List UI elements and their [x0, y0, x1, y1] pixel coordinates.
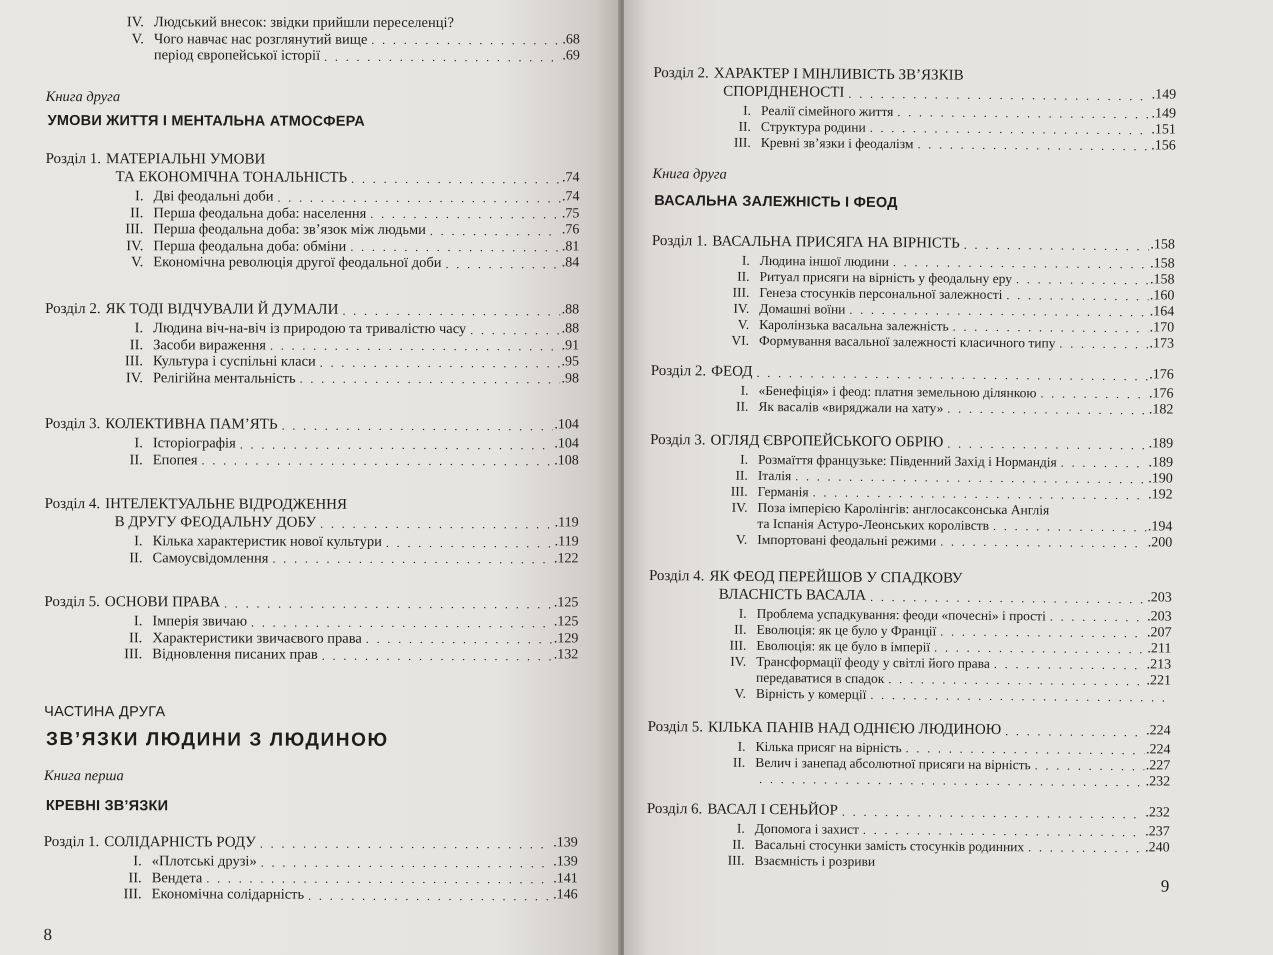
section-title: Вірність у комерції: [755, 685, 867, 702]
chapter-number: Розділ 4.: [44, 495, 101, 513]
section-title: Еволюція: як це було в імперії: [756, 637, 931, 655]
chapter-title: ФЕОД: [711, 363, 753, 380]
chapter-title: МАТЕРІАЛЬНІ УМОВИ: [105, 151, 266, 168]
toc-section: III. Перша феодальна доба: зв’язок між людьми . . . .76: [45, 221, 579, 239]
toc-chapter: [650, 362, 1173, 419]
chapter-title: ОСНОВИ ПРАВА: [104, 594, 221, 611]
section-title: Проблема успадкування: феоди «почесні» і прості: [756, 605, 1046, 624]
section-list: [647, 738, 1170, 791]
toc-section: II. Характеристики звичаєвого права . . . .129: [44, 629, 578, 647]
chapter-title-cont: СПОРІДНЕНОСТІ: [723, 83, 845, 101]
section-title: Велич і занепад абсолютної присяги на вірність: [755, 754, 1031, 773]
toc-section: IV. Поза імперією Каролінгів: англосаксонська Англія: [731, 499, 1050, 518]
toc-section: V. Каролінзька васальна залежність . . . .170: [651, 316, 1174, 337]
toc-section: II. Засоби вираження . . . .91: [45, 336, 579, 354]
section-title: «Бенефіція» і феод: платня земельною ділянкою: [758, 382, 1037, 401]
section-list: [44, 853, 578, 904]
section-list: [650, 382, 1173, 419]
toc-chapter: [45, 415, 579, 469]
page-ref: .158: [1150, 237, 1175, 253]
toc-section-cont: [46, 47, 580, 65]
toc-section: II. Як васалів «виряджали на хату» . . . .182: [650, 398, 1173, 419]
left-page-content: [43, 0, 579, 955]
toc-section: II. Структура родини . . . .151: [653, 118, 1176, 139]
section-title: «Плотські друзі»: [151, 853, 257, 870]
page-ref: .108: [554, 452, 579, 468]
page-ref: .119: [554, 515, 579, 531]
chapter-number: Розділ 3.: [44, 415, 101, 433]
page-ref: .189: [1148, 455, 1174, 471]
page-ref: .75: [561, 205, 580, 221]
toc-chapter: [44, 833, 578, 904]
toc-section: III. Германія . . . .192: [650, 483, 1173, 504]
chapter-title-cont: В ДРУГУ ФЕОДАЛЬНУ ДОБУ: [114, 514, 317, 531]
page-ref: .84: [561, 255, 580, 271]
left-top-sections: [46, 14, 580, 65]
section-list: [44, 613, 578, 664]
section-title: Імперія звичаю: [152, 613, 248, 630]
chapter-number: Розділ 5.: [44, 593, 100, 611]
page-ref: .160: [1149, 288, 1175, 304]
toc-chapter: [646, 800, 1170, 873]
section-title: Економічна революція другої феодальної доби: [153, 254, 442, 272]
section-list: [648, 605, 1172, 706]
toc-section: II. Самоусвідомлення . . . .122: [45, 549, 579, 567]
page-ref: .81: [561, 238, 580, 254]
page-ref: .192: [1148, 487, 1173, 503]
page-ref: .211: [1147, 641, 1172, 657]
toc-chapter: [651, 232, 1175, 353]
book-label: Книга друга: [652, 165, 727, 183]
page-ref: .237: [1145, 824, 1170, 840]
chapter-title: ХАРАКТЕР І МІНЛИВІСТЬ ЗВ’ЯЗКІВ: [713, 65, 964, 84]
toc-section: III. Генеза стосунків персональної залежності . . . .160: [651, 284, 1174, 305]
page-ref: .213: [1146, 657, 1172, 673]
section-title: Людина віч-на-віч із природою та тривалістю часу: [153, 320, 467, 338]
section-title: Кревні зв’язки і феодалізм: [760, 134, 914, 152]
chapter-title: ОГЛЯД ЄВРОПЕЙСЬКОГО ОБРІЮ: [710, 432, 944, 451]
page-ref: .74: [561, 189, 580, 205]
section-title: Італія: [757, 467, 792, 484]
section-title: Як васалів «виряджали на хату»: [758, 398, 944, 416]
page-ref: .125: [553, 595, 579, 611]
section-title: Трансформації феоду у світлі його права: [756, 653, 990, 671]
chapter-title: ЯК ФЕОД ПЕРЕЙШОВ У СПАДКОВУ: [709, 568, 963, 587]
toc-section: III. Відновлення писаних прав . . . .132: [44, 646, 578, 664]
toc-section: I. «Плотські друзі» . . . .139: [44, 853, 578, 871]
page-ref: .132: [553, 647, 579, 663]
section-list: [45, 320, 579, 387]
section-title: Еволюція: як це було у Франції: [756, 621, 937, 639]
section-title-cont: передаватися в спадок: [756, 669, 885, 687]
page-ref: .200: [1147, 535, 1173, 551]
left-page: [0, 0, 620, 955]
part-label: ЧАСТИНА ДРУГА: [44, 703, 166, 721]
toc-section: I. «Бенефіція» і феод: платня земельною ділянкою . . . .176: [651, 382, 1174, 403]
section-title: Людський внесок: звідки прийшли переселенці?: [153, 14, 454, 32]
toc-chapter: [653, 64, 1177, 155]
page-ref: .104: [554, 417, 579, 433]
section-title: Формування васальної залежності класичного типу: [758, 332, 1056, 351]
section-title: Імпортовані феодальні режими: [757, 531, 937, 549]
toc-section: II. Еволюція: як це було у Франції . . . .207: [648, 621, 1171, 642]
page-ref: .189: [1148, 436, 1174, 452]
page-ref: .227: [1145, 758, 1171, 774]
section-title: Германія: [757, 483, 809, 500]
section-title: Генеза стосунків персональної залежності: [759, 284, 1003, 303]
page-ref: .190: [1148, 471, 1173, 487]
toc-section: VI. Формування васальної залежності класичного типу . . . .173: [651, 332, 1174, 353]
page-ref: .129: [553, 630, 579, 646]
page-ref: .232: [1145, 805, 1170, 821]
chapter-number: Розділ 1.: [45, 150, 102, 168]
toc-chapter: [45, 495, 579, 567]
toc-section: V. Чого навчає нас розглянутий вище . . . .68: [46, 30, 580, 48]
page-ref: .141: [553, 870, 578, 886]
section-title: Засоби вираження: [153, 336, 267, 354]
toc-section: I. Реалії сімейного життя . . . .149: [653, 102, 1176, 123]
chapter-number: Розділ 2.: [650, 362, 707, 380]
page-ref: .98: [561, 370, 580, 386]
page-ref: .149: [1151, 106, 1177, 122]
page-ref: .68: [562, 31, 580, 47]
toc-section: IV. Домашні воїни . . . .164: [651, 300, 1174, 321]
chapter-title: КОЛЕКТИВНА ПАМ’ЯТЬ: [105, 416, 278, 433]
page-ref: .139: [553, 854, 578, 870]
section-title: Епопея: [152, 451, 198, 468]
page-number: 9: [1160, 876, 1170, 896]
section-title: Кілька характеристик нової культури: [152, 533, 382, 550]
section-title: Розмаїття французьке: Південний Захід і Нормандія: [757, 451, 1057, 470]
section-title: Людина іншої людини: [759, 252, 889, 270]
toc-section: [647, 770, 1170, 791]
toc-section: II. Вендета . . . .141: [44, 869, 578, 887]
chapter-title: СОЛІДАРНІСТЬ РОДУ: [104, 834, 256, 851]
page-ref: .119: [554, 534, 579, 550]
chapter-number: Розділ 4.: [648, 567, 705, 585]
page-ref: .69: [562, 48, 580, 64]
section-title: Перша феодальна доба: зв’язок між людьми: [153, 221, 426, 238]
toc-chapter: [647, 718, 1171, 791]
toc-section: III. Взаємність і розриви: [727, 852, 876, 869]
section-list: [45, 435, 579, 469]
section-title: Релігійна ментальність: [152, 369, 296, 387]
toc-section: II. Велич і занепад абсолютної присяги на вірність . . . .227: [647, 754, 1170, 775]
toc-section: II. Ритуал присяги на вірність у феодальну еру . . . .158: [652, 268, 1175, 289]
toc-section: I. Допомога і захист . . . .237: [647, 820, 1170, 841]
page-ref: .164: [1149, 304, 1175, 320]
toc-chapter: [45, 150, 579, 272]
section-title: Самоусвідомлення: [152, 549, 269, 567]
page-ref: .88: [561, 302, 580, 318]
page-ref: .76: [561, 222, 580, 238]
section-title: Економічна солідарність: [151, 886, 305, 903]
page-ref: .240: [1145, 840, 1170, 856]
page-ref: .203: [1147, 590, 1172, 606]
section-list: [45, 533, 579, 567]
page-ref: .91: [561, 337, 580, 353]
toc-section: I. Дві феодальні доби . . . .74: [45, 188, 579, 206]
page-ref: .176: [1149, 386, 1174, 402]
toc-chapter: [648, 567, 1172, 706]
book-title: ВАСАЛЬНА ЗАЛЕЖНІСТЬ І ФЕОД: [654, 193, 898, 212]
toc-section: IV. Релігійна ментальність . . . .98: [45, 369, 579, 387]
section-title: Допомога і захист: [754, 820, 860, 837]
section-list: [45, 188, 579, 272]
part-title: ЗВ’ЯЗКИ ЛЮДИНИ З ЛЮДИНОЮ: [46, 729, 389, 751]
page-ref: .194: [1147, 519, 1173, 535]
book-label: Книга друга: [45, 88, 121, 106]
page-ref: .203: [1147, 609, 1172, 625]
section-title: Характеристики звичаєвого права: [152, 629, 362, 647]
page-ref: .151: [1151, 122, 1176, 138]
toc-section: I. Імперія звичаю . . . .125: [44, 613, 578, 631]
page-ref: .146: [553, 887, 578, 903]
section-list: [651, 252, 1175, 353]
page-ref: .221: [1146, 673, 1172, 689]
page-ref: .170: [1149, 320, 1175, 336]
book-title: КРЕВНІ ЗВ’ЯЗКИ: [45, 798, 169, 815]
book-label: Книга перша: [43, 767, 124, 785]
toc-section: IV. Перша феодальна доба: обміни . . . .81: [45, 237, 579, 255]
section-title: Каролінзька васальна залежність: [759, 316, 949, 334]
page-ref: .224: [1145, 742, 1171, 758]
toc-section: I. Кілька присяг на вірність . . . .224: [647, 738, 1170, 759]
chapter-number: Розділ 2.: [653, 64, 709, 82]
chapter-title: ВАСАЛЬНА ПРИСЯГА НА ВІРНІСТЬ: [712, 233, 960, 252]
chapter-number: Розділ 6.: [646, 800, 703, 818]
section-title: Кілька присяг на вірність: [755, 738, 902, 756]
toc-section: II. Васальні стосунки замість стосунків родинних . . . .240: [647, 836, 1170, 857]
toc-section: I. Кілька характеристик нової культури . . . .119: [45, 533, 579, 551]
chapter-title: ІНТЕЛЕКТУАЛЬНЕ ВІДРОДЖЕННЯ: [105, 496, 348, 513]
book-title: УМОВИ ЖИТТЯ І МЕНТАЛЬНА АТМОСФЕРА: [47, 113, 365, 130]
page-ref: .74: [562, 170, 580, 186]
toc-section: I. Розмаїття французьке: Південний Захід і Нормандія . . . .189: [650, 451, 1173, 472]
toc-section: III. Культура і суспільні класи . . . .95: [45, 353, 579, 371]
chapter-title: ЯК ТОДІ ВІДЧУВАЛИ Й ДУМАЛИ: [105, 301, 339, 318]
toc-section: III. Кревні зв’язки і феодалізм . . . .156: [653, 134, 1176, 155]
toc-section: I. Проблема успадкування: феоди «почесні» і прості . . . .203: [649, 605, 1172, 626]
section-title-cont: період європейської історії: [153, 47, 321, 64]
page-ref: .232: [1145, 774, 1171, 790]
section-title: Чого навчає нас розглянутий вище: [153, 30, 368, 48]
toc-chapter: [44, 593, 578, 664]
chapter-title-cont: ТА ЕКОНОМІЧНА ТОНАЛЬНІСТЬ: [115, 169, 348, 186]
toc-section: III. Еволюція: як це було в імперії . . . .211: [648, 637, 1171, 658]
chapter-number: Розділ 2.: [45, 300, 101, 318]
chapter-number: Розділ 3.: [650, 431, 706, 449]
section-title: Поза імперією Каролінгів: англосаксонська Англія: [757, 499, 1050, 518]
section-title: Культура і суспільні класи: [153, 353, 316, 370]
section-title: Вендета: [151, 869, 203, 886]
toc-chapter: [649, 431, 1173, 552]
section-list: [646, 820, 1169, 873]
section-list: [649, 451, 1173, 552]
section-title: Відновлення писаних прав: [152, 646, 318, 663]
chapter-title: ВАСАЛ І СЕНЬЙОР: [707, 801, 838, 819]
page-ref: .173: [1149, 336, 1175, 352]
page-ref: .182: [1148, 402, 1174, 418]
right-page: [624, 0, 1273, 955]
page-ref: .88: [561, 321, 580, 337]
page-ref: .122: [554, 550, 579, 566]
page-ref: .104: [554, 436, 579, 452]
page-ref: .139: [553, 835, 578, 851]
page-number: 8: [43, 924, 53, 945]
toc-section: V. Вірність у комерції . . .: [648, 685, 1171, 706]
toc-section: IV. Людський внесок: звідки прийшли переселенці?: [126, 14, 454, 32]
section-title: Дві феодальні доби: [153, 188, 274, 205]
section-list: [653, 102, 1176, 155]
right-page-content: [646, 0, 1177, 955]
toc-section: II. Італія . . . .190: [650, 467, 1173, 488]
chapter-number: Розділ 1.: [651, 232, 708, 250]
page-ref: .149: [1151, 87, 1177, 103]
toc-section: II. Епопея . . . .108: [45, 451, 579, 469]
section-title: Перша феодальна доба: населення: [153, 204, 367, 222]
page-ref: .158: [1150, 256, 1175, 272]
section-title: Реалії сімейного життя: [760, 102, 894, 120]
toc-section: V. Економічна революція другої феодальної доби . . . .84: [45, 254, 579, 272]
page-ref: .158: [1150, 272, 1175, 288]
page-ref: .207: [1146, 625, 1172, 641]
page-ref: .156: [1151, 138, 1176, 154]
section-title: Структура родини: [760, 118, 866, 135]
toc-section: I. Людина віч-на-віч із природою та тривалістю часу . . . .88: [45, 320, 579, 338]
page-ref: .176: [1149, 367, 1174, 383]
chapter-number: Розділ 5.: [647, 718, 704, 736]
page-ref: .224: [1146, 723, 1171, 739]
chapter-number: Розділ 1.: [43, 833, 100, 851]
section-title: Перша феодальна доба: обміни: [153, 237, 347, 255]
section-title: Взаємність і розриви: [754, 852, 876, 869]
toc-section: III. Економічна солідарність . . . .146: [44, 886, 578, 904]
toc-section: II. Перша феодальна доба: населення . . . .75: [45, 204, 579, 222]
toc-section: IV. Трансформації феоду у світлі його права . . . .213: [648, 653, 1171, 674]
section-title: Васальні стосунки замість стосунків родинних: [754, 836, 1025, 855]
section-title: Історіографія: [152, 435, 236, 452]
chapter-title: КІЛЬКА ПАНІВ НАД ОДНІЄЮ ЛЮДИНОЮ: [708, 719, 1002, 739]
section-title: Ритуал присяги на вірність у феодальну еру: [759, 268, 1013, 287]
section-title: Домашні воїни: [759, 300, 846, 317]
section-title-cont: та Іспанія Астуро-Леонських королівств: [757, 515, 990, 533]
toc-section: V. Імпортовані феодальні режими . . . .200: [649, 531, 1172, 552]
page-ref: .125: [553, 614, 579, 630]
toc-chapter: [45, 300, 579, 387]
toc-section: I. Історіографія . . . .104: [45, 435, 579, 453]
page-ref: .95: [561, 354, 580, 370]
toc-section: I. Людина іншої людини . . . .158: [652, 252, 1175, 273]
chapter-title-cont: ВЛАСНІСТЬ ВАСАЛА: [718, 586, 867, 604]
